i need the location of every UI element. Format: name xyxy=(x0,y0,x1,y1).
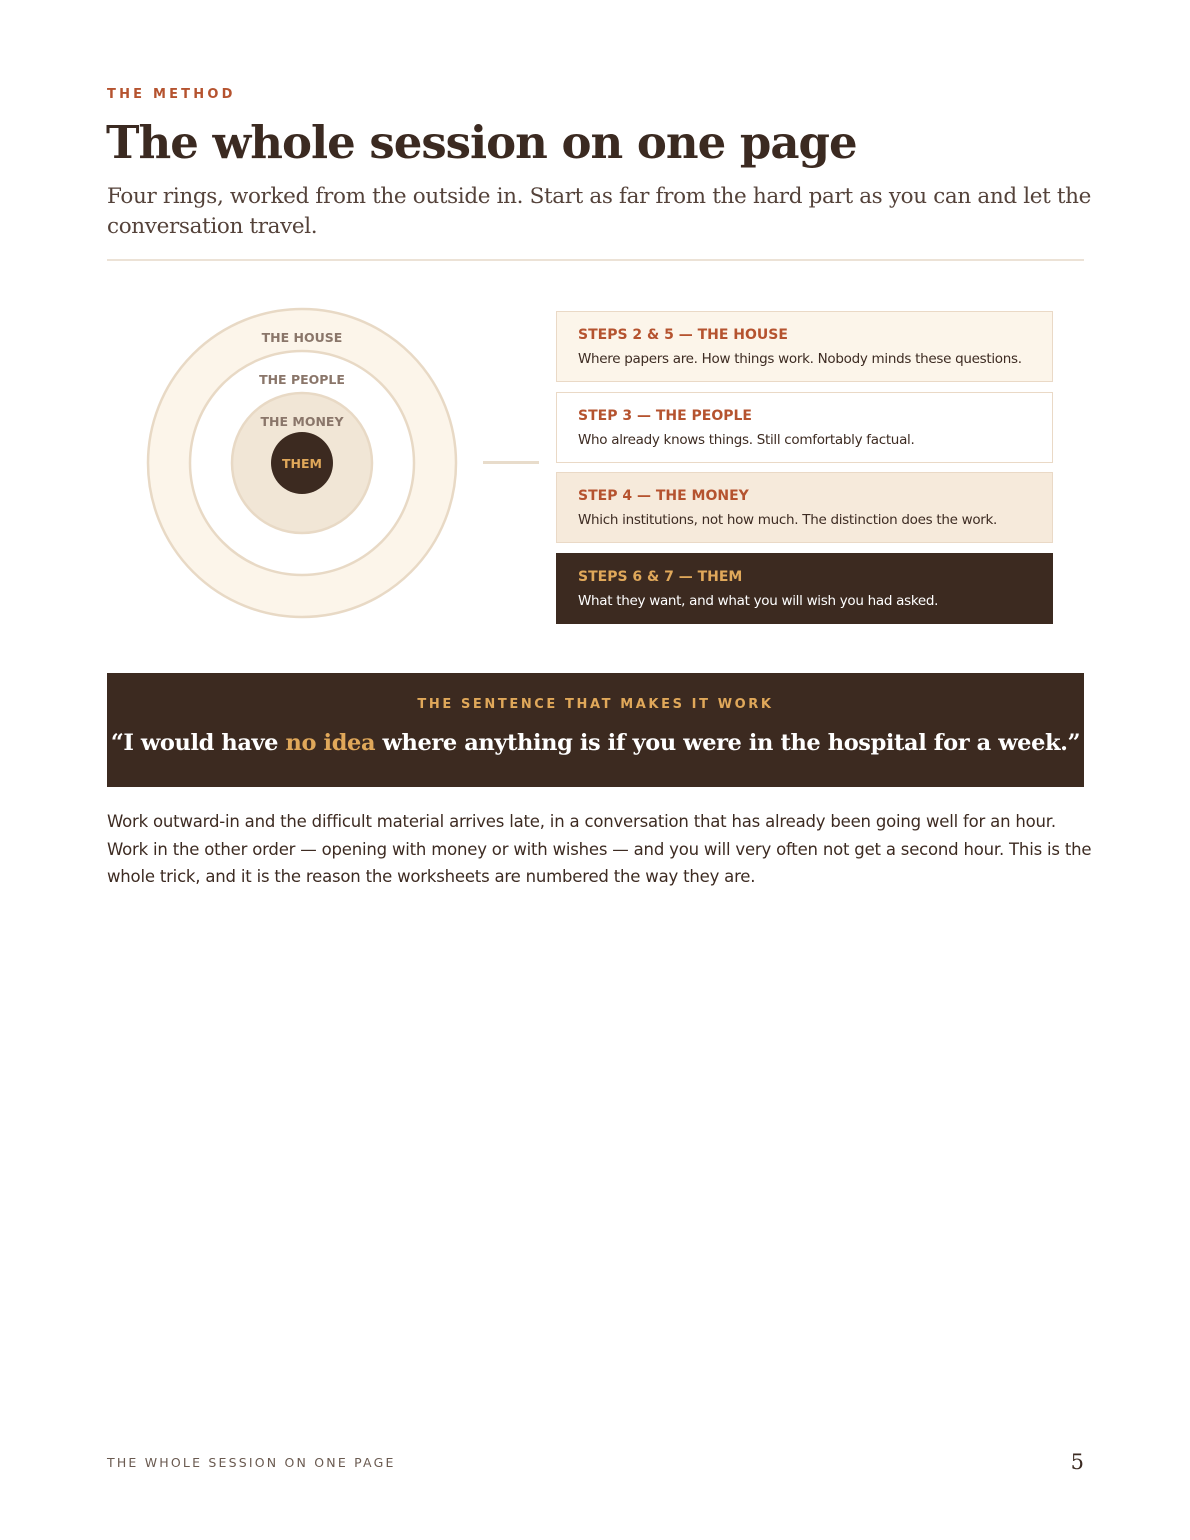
step-title: STEP 4 — THE MONEY xyxy=(578,488,749,504)
concentric-rings-diagram xyxy=(146,307,458,619)
page-title: The whole session on one page xyxy=(106,116,857,169)
section-eyebrow: THE METHOD xyxy=(107,87,236,102)
quote-before: “I would have xyxy=(110,730,286,756)
step-description: Which institutions, not how much. The distinction does the work. xyxy=(578,512,998,528)
step-description: What they want, and what you will wish you had asked. xyxy=(578,593,939,609)
page-number: 5 xyxy=(1070,1450,1084,1474)
ring-label-people: THE PEOPLE xyxy=(259,372,345,387)
diagram-connector-line xyxy=(483,461,539,464)
ring-label-money: THE MONEY xyxy=(260,414,344,429)
step-card-people xyxy=(556,392,1053,463)
quote-after: where anything is if you were in the hospital for a week.” xyxy=(375,730,1081,756)
step-card-house xyxy=(556,311,1053,382)
page-lede: Four rings, worked from the outside in. Start as far from the hard part as you can and let the conversation travel. xyxy=(107,184,1092,239)
key-sentence-callout xyxy=(107,673,1084,787)
body-paragraph: Work outward-in and the difficult material arrives late, in a conversation that has already been going well for an hour. Work in the other order — opening with money or with wishes — and you will very often not get a second hour. This is the whole trick, and it is the reason the worksheets are numbered the way they are. xyxy=(107,812,1092,886)
callout-eyebrow: THE SENTENCE THAT MAKES IT WORK xyxy=(417,697,774,712)
step-title: STEPS 2 & 5 — THE HOUSE xyxy=(578,327,788,343)
step-card-them xyxy=(556,553,1053,624)
step-title: STEPS 6 & 7 — THEM xyxy=(578,569,743,585)
footer-running-title: THE WHOLE SESSION ON ONE PAGE xyxy=(107,1455,396,1470)
ring-label-house: THE HOUSE xyxy=(261,330,343,345)
callout-quote xyxy=(107,730,1084,756)
step-title: STEP 3 — THE PEOPLE xyxy=(578,408,752,424)
step-description: Who already knows things. Still comfortably factual. xyxy=(578,432,915,448)
step-card-money xyxy=(556,472,1053,543)
header-divider xyxy=(107,259,1084,261)
step-description: Where papers are. How things work. Nobody minds these questions. xyxy=(578,351,1022,367)
ring-label-them: THEM xyxy=(282,456,322,471)
quote-accent: no idea xyxy=(285,730,376,756)
